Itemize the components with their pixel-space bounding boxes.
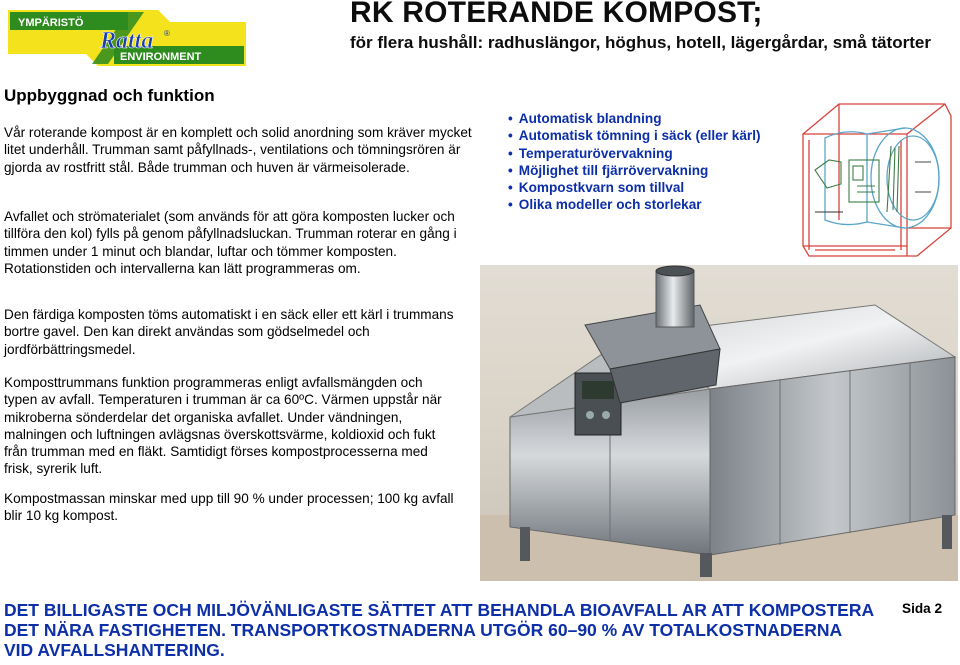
paragraph-filling: Avfallet och strömaterialet (som används för att göra komposten lucker och tillföra den kol) fylls på genom påfyllnadsluckan. Trumman roterar en gång i timmen under 1 minut och blandar, luftar och tömmer komposten. Rotationstiden och intervallerna kan lätt programmeras om.	[4, 209, 457, 276]
footer-statement: DET BILLIGASTE OCH MILJÖVÄNLIGASTE SÄTTET ATT BEHANDLA BIOAVFALL AR ATT KOMPOSTERA DET NÄRA FASTIGHETEN. TRANSPORTKOSTNADERNA UTGÖR 60–90 % AV TOTALKOSTNADERNA VID AVFALLSHANTERING.	[4, 600, 874, 660]
logo-brand-text: Ratta	[100, 28, 154, 54]
composter-machine-photo	[480, 265, 958, 581]
paragraph-reduction: Kompostmassan minskar med upp till 90 % under processen; 100 kg avfall blir 10 kg kompost.	[4, 491, 454, 524]
feature-item: • Kompostkvarn som tillval	[508, 179, 761, 196]
paragraph-emptying: Den färdiga komposten töms automatiskt i en säck eller ett kärl i trummans bortre gavel. Den kan direkt användas som gödselmedel och jordförbättringsmedel.	[4, 307, 454, 357]
feature-item: • Olika modeller och storlekar	[508, 196, 761, 213]
feature-item: • Automatisk tömning i säck (eller kärl)	[508, 127, 761, 144]
feature-item: • Automatisk blandning	[508, 110, 761, 127]
company-logo	[8, 6, 246, 72]
section-heading: Uppbyggnad och funktion	[4, 86, 215, 105]
feature-item: • Temperaturövervakning	[508, 145, 761, 162]
logo-top-text: YMPÄRISTÖ	[18, 17, 84, 29]
composter-schematic-diagram	[795, 100, 955, 262]
logo-registered: ®	[164, 29, 170, 38]
page-subtitle: för flera hushåll: radhuslängor, höghus, hotell, lägergårdar, små tätorter	[350, 33, 931, 52]
logo-bottom-text: ENVIRONMENT	[120, 51, 202, 63]
page-title: RK ROTERANDE KOMPOST;	[350, 0, 763, 29]
page-number: Sida 2	[902, 601, 943, 616]
feature-item: • Möjlighet till fjärrövervakning	[508, 162, 761, 179]
paragraph-construction: Vår roterande kompost är en komplett och solid anordning som kräver mycket litet underhåll. Trumman samt påfyllnads-, ventilations och tömningsrören är gjorda av rostfritt stål. Både trumman och huven är värmeisolerade.	[4, 125, 472, 175]
paragraph-process: Komposttrummans funktion programmeras enligt avfallsmängden och typen av avfall. Temperaturen i trumman är ca 60ºC. Värmen uppstår när mikroberna sönderdelar det organiska avfallet. Under vändningen, malningen och luftningen avlägsnas överskottsvärme, koldioxid och fukt från trumman med en fläkt. Samtidigt förses kompostprocesserna med frisk, syrerik luft.	[4, 375, 442, 477]
feature-list	[508, 110, 761, 214]
